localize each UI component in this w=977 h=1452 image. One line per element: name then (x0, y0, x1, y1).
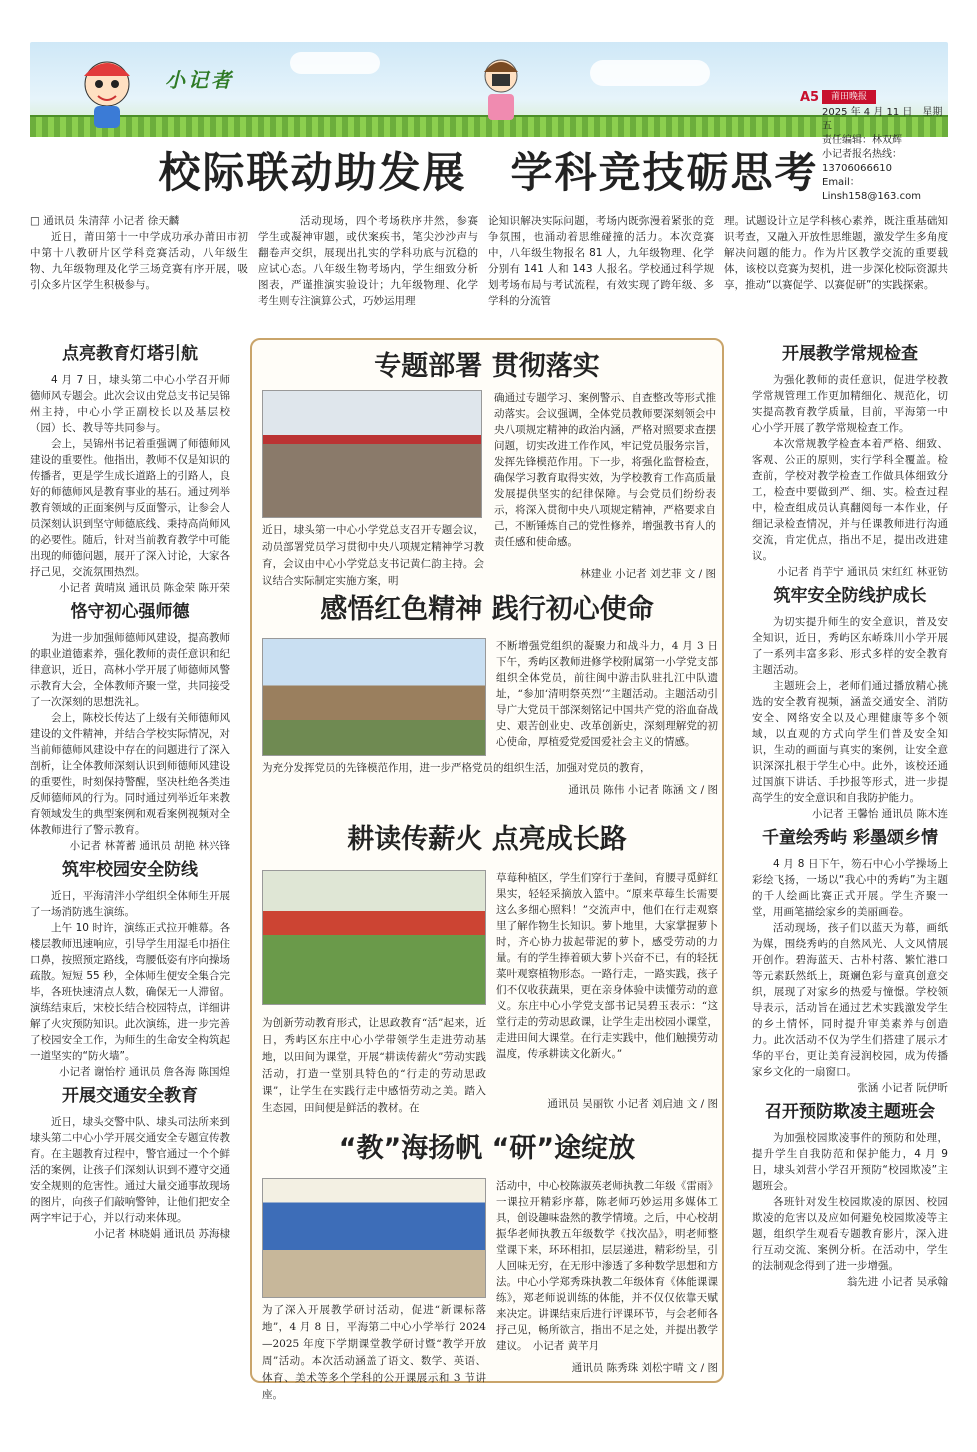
right-article-1 (752, 342, 948, 580)
right-article-2 (752, 584, 948, 822)
left-article-1 (30, 342, 230, 596)
article-title: 筑牢校园安全防线 (62, 860, 198, 880)
top-text-3: 论知识解决实际问题，考场内既弥漫着紧张的竞争氛围，也涌动着思维碰撞的活力。本次竞赛中，八年级生物报名 81 人，九年级物理、化学分别有 141 人和 143 人报名。学校通过科学规划考场布局与考试流程，有效实现了跨年级、多学科的分流管 (488, 215, 714, 307)
feature-title-3: 耕读传薪火 点亮成长路 (347, 824, 627, 855)
caption: 为充分发挥党员的先锋模范作用，进一步严格党员的组织生活，加强对党员的教育， (262, 762, 651, 774)
article-paragraph: 活动现场，孩子们以蓝天为幕，画纸为媒，围绕秀屿的自然风光、人文风情展开创作。碧海蓝天、古朴村落、繁忙港口等元素跃然纸上，斑斓色彩与童真创意交织，展现了对家乡的热爱与憧憬。学校领导表示，活动旨在通过艺术实践激发学生的乡土情怀，同时提升审美素养与创造力。此次活动不仅为学生们搭建了展示才华的平台，更让美育浸润校园，成为传播家乡文化的一扇窗口。 (752, 922, 948, 1078)
article-title: 召开预防欺凌主题班会 (765, 1102, 935, 1122)
feature-text: 确通过专题学习、案例警示、自查整改等形式推动落实。会议强调，全体党员教师要深刻领会中央八项规定精神的政治内涵，严格对照要求查摆问题，切实改进工作作风，牢记党员服务宗旨，发挥先锋模范作用。下一步，将强化监督检查，确保学习教育取得实效，为学校教育工作高质量发展提供坚实的纪律保障。与会党员们纷纷表示，将深入贯彻中央八项规定精神，严格要求自己，不断锤炼自己的党性修养，增强教书育人的责任感和使命感。 (494, 392, 716, 548)
article-paragraph: 本次常规教学检查本着严格、细致、客观、公正的原则，实行学科全覆盖。检查前，学校对教学检查工作做具体细致分工，检查中要做到严、细、实。检查过程中，检查组成员认真翻阅每一本作业，仔细记录检查情况，并与任课教师进行沟通交流，肯定优点，指出不足，提出改进建议。 (752, 438, 948, 562)
article-paragraph: 4 月 7 日，埭头第二中心小学召开师德师风专题会。此次会议由党总支书记吴锦州主持，中心小学正副校长以及基层校（园）长、教导等共同参与。 (30, 374, 230, 434)
page-number: A5 (800, 90, 820, 105)
article-paragraph: 为切实提升师生的安全意识，普及安全知识，近日，秀屿区东峤珠川小学开展了一系列丰富多彩、形式多样的安全教育主题活动。 (752, 616, 948, 676)
article-title: 筑牢安全防线护成长 (773, 586, 927, 606)
feature-credit: 通讯员 陈伟 小记者 陈涵 文 / 图 (568, 784, 718, 796)
top-text-2: 活动现场，四个考场秩序井然，参赛学生或凝神审题，或伏案疾书，笔尖沙沙声与翻卷声交织，展现出扎实的学科功底与沉稳的应试心态。八年级生物考场内，学生细致分析图表，严谨推演实验设计；九年级物理、化学考生则专注演算公式，巧妙运用理 (258, 215, 478, 307)
caption: 为创新劳动教育形式，让思政教育“活”起来，近日，秀屿区东庄中心小学带领学生走进劳动基地，以田间为课堂，开展“耕读传薪火”劳动实践活动，打造一堂别具特色的“行走的劳动思政课”，让学生在实践行走中感悟劳动之美。踏入生态园，田间便是鲜活的教材。在 (262, 1017, 486, 1114)
top-text-1: 近日，莆田第十一中学成功承办莆田市初中第十八教研片区学科竞赛活动，八年级生物、九年级物理及化学三场竞赛有序开展，吸引众多片区学生积极参与。 (30, 231, 248, 291)
article-paragraph: 4 月 8 日下午，笏石中心小学操场上彩绘飞扬，一场以“我心中的秀屿”为主题的千人绘画比赛正式开展。学生齐聚一堂，用画笔描绘家乡的美丽画卷。 (752, 858, 948, 918)
article-paragraph: 为进一步加强师德师风建设，提高教师的职业道德素养，强化教师的责任意识和纪律意识，近日，高林小学开展了师德师风警示教育大会，全体教师齐聚一堂，共同接受了一次深刻的思想洗礼。 (30, 632, 230, 708)
feature-title-1: 专题部署 贯彻落实 (374, 351, 600, 382)
article-credit: 小记者 谢怡柠 通讯员 詹各海 陈国煌 (59, 1066, 230, 1078)
section-title: 小记者 (165, 68, 234, 92)
article-paragraph: 主题班会上，老师们通过播放精心挑选的安全教育视频，涵盖交通安全、消防安全、网络安全以及心理健康等多个领域，以直观的方式向学生们普及安全知识，生动的画面与真实的案例，让安全意识深深扎根于学生心中。此外，该校还通过国旗下讲话、手抄报等形式，进一步提高学生的安全意识和自我防护能力。 (752, 680, 948, 804)
article-title: 恪守初心强师德 (70, 602, 190, 622)
caption: 为了深入开展教学研讨活动，促进“新课标落地”，4 月 8 日，平海第二中心小学举行 2024—2025 年度下学期课堂教学研讨暨“教学开放周”活动。本次活动涵盖了语文、数学、英语、体育、美术等多个学科的公开课展示和 3 节讲座。 (262, 1304, 486, 1401)
issue-date: 2025 年 4 月 11 日 星期五 (822, 107, 943, 132)
article-title: 点亮教育灯塔引航 (62, 344, 198, 364)
article-title: 千童绘秀屿 彩墨颂乡情 (762, 828, 938, 848)
girl-with-camera-icon (470, 50, 532, 130)
red-memorial-photo (262, 638, 486, 756)
farm-photo (262, 870, 486, 1005)
article-paragraph: 近日，平海清泮小学组织全体师生开展了一场消防逃生演练。 (30, 890, 230, 918)
article-paragraph: 上午 10 时许，演练正式拉开帷幕。各楼层教师迅速响应，引导学生用湿毛巾捂住口鼻，按照预定路线，弯腰低姿有序向操场疏散。短短 55 秒，全体师生便安全集合完毕，各班快速清点人数，确保无一人滞留。演练结束后，宋校长结合校园特点，详细讲解了火灾预防知识。此次演练，进一步完善了校园安全工作，为师生的生命安全构筑起一道坚实的“防火墙”。 (30, 922, 230, 1062)
byline: □ 通讯员 朱清萍 小记者 徐天麟 (30, 215, 180, 227)
article-credit: 翁先进 小记者 吴承翰 (846, 1276, 948, 1288)
feature-box (250, 338, 724, 1401)
feature-text: 活动中，中心校陈淑英老师执教二年级《雷雨》一课拉开精彩序幕，陈老师巧妙运用多媒体工具，创设趣味盎然的教学情境。之后，中心校胡振华老师执教五年级数学《找次品》，明老师整堂课下来，环环相扣，层层递进，精彩纷呈，引人回味无穷，在无形中渗透了多种数学思想和方法。中心小学郑秀珠执教二年级体育《体能课课练》，郑老师说训练的体能，并不仅仅依靠天赋来决定。讲课结束后进行评课环节，与会老师各抒己见，畅所欲言，指出不足之处，并提出教学建议。 小记者 黄芊月 (496, 1180, 718, 1352)
article-credit: 小记者 林晓娟 通讯员 苏海棣 (93, 1228, 230, 1240)
email: Email：Linsh158@163.com (822, 177, 921, 202)
article-paragraph: 各班针对发生校园欺凌的原因、校园欺凌的危害以及应如何避免校园欺凌等主题，组织学生观看专题教育影片，深入进行互动交流、案例分析。在活动中，学生的法制观念得到了进一步增强。 (752, 1196, 948, 1272)
right-column (752, 338, 948, 1398)
right-article-3 (752, 826, 948, 1096)
feature-credit: 通讯员 陈秀珠 刘松宇晴 文 / 图 (571, 1362, 718, 1374)
feature-title-4: “教”海扬帆 “研”途绽放 (338, 1133, 636, 1164)
article-paragraph: 为强化教师的责任意识，促进学校教学常规管理工作更加精细化、规范化，切实提高教育教学质量，目前，平海第一中心小学开展了教学常规检查工作。 (752, 374, 948, 434)
left-column (30, 338, 230, 1398)
article-credit: 小记者 王馨怡 通讯员 陈木连 (811, 808, 948, 820)
top-col-3 (488, 213, 714, 309)
top-col-2 (258, 213, 478, 309)
article-paragraph: 会上，吴锦州书记着重强调了师德师风建设的重要性。他指出，教师不仅是知识的传播者，更是学生成长道路上的引路人，良好的师德师风是教育事业的基石。通过列举教育领域的正面案例与反面警示，让参会人员深刻认识到坚守师德底线、秉持高尚师风的必要性。随后，针对当前教育教学中可能出现的师德问题，展开了深入讨论，大家各抒己见，交流氛围热烈。 (30, 438, 230, 578)
hotline: 小记者报名热线：13706066610 (822, 149, 902, 174)
top-col-1 (30, 213, 248, 293)
article-paragraph: 为加强校园欺凌事件的预防和处理，提升学生自我防范和保护能力，4 月 9 日，埭头刘营小学召开预防“校园欺凌”主题班会。 (752, 1132, 948, 1192)
feature-credit: 林建业 小记者 刘艺菲 文 / 图 (580, 568, 716, 580)
top-col-4 (724, 213, 948, 293)
editor: 责任编辑：林双辉 (822, 135, 902, 146)
feature-text: 草莓种植区，学生们穿行于垄间，育腰寻觅鲜红果实，轻轻采摘放入篮中。“原来草莓生长需要这么多细心照料！”交流声中，他们在行走观察里了解作物生长知识。萝卜地里，大家掌握萝卜时，齐心协力拔起带泥的萝卜，感受劳动的力量。有的学生捧着硕大萝卜兴奋不已，有的轻抚菜叶观察植物形态。一路行走，一路实践，孩子们不仅收获蔬果，更在亲身体验中读懂劳动的意义。东庄中心小学党支部书记吴碧玉表示：“这堂行走的劳动思政课，让学生走出校园小课堂，走进田间大课堂。在行走实践中，他们触摸劳动温度，传承耕读文化新火。” (496, 872, 718, 1060)
classroom-photo (262, 1178, 486, 1298)
newspaper-logo: 莆田晚报 (822, 90, 876, 104)
feature-credit: 通讯员 吴丽钦 小记者 刘启迪 文 / 图 (547, 1098, 718, 1110)
left-article-3 (30, 858, 230, 1080)
article-credit: 小记者 肖芋宁 通讯员 宋红红 林亚钫 (777, 566, 948, 578)
reporter-mascot-icon (72, 52, 142, 132)
article-title: 开展教学常规检查 (782, 344, 918, 364)
article-paragraph: 会上，陈校长传达了上级有关师德师风建设的文件精神，并结合学校实际情况，对当前师德师风建设中存在的问题进行了深入剖析，让全体教师深刻认识到师德师风建设的重要性，时刻保持警醒，坚决杜绝各类违反师德师风的行为。同时通过列举近年来教育领域发生的典型案例和观看案例视频对全体教师进行了警示教育。 (30, 712, 230, 836)
article-credit: 小记者 黄晴岚 通讯员 陈金荣 陈开荣 (59, 582, 230, 594)
article-credit: 张涵 小记者 阮伊昕 (857, 1082, 948, 1094)
top-text-4: 理。试题设计立足学科核心素养，既注重基础知识考查，又融入开放性思维题，激发学生多角度解决问题的能力。作为片区教学交流的重要载体，该校以竞赛为契机，进一步深化校际资源共享，推动“以赛促学、以赛促研”的实践探索。 (724, 215, 948, 291)
article-paragraph: 近日，埭头交警中队、埭头司法所来到埭头第二中心小学开展交通安全专题宣传教育。在主题教育过程中，警官通过一个个鲜活的案例，让孩子们深刻认识到不遵守交通安全规则的危害性。通过大量交通事故现场的图片，向孩子们敲响警钟，让他们把安全两字牢记于心，并以行动来体现。 (30, 1116, 230, 1224)
article-credit: 小记者 林菁蓄 通讯员 胡艳 林兴锋 (69, 840, 230, 852)
left-article-4 (30, 1084, 230, 1242)
meeting-photo (262, 390, 482, 518)
article-title: 开展交通安全教育 (62, 1086, 198, 1106)
right-article-4 (752, 1100, 948, 1290)
feature-title-2: 感悟红色精神 践行初心使命 (320, 594, 654, 625)
main-headline: 校际联动助发展 学科竞技砺思考 (158, 148, 819, 197)
left-article-2 (30, 600, 230, 854)
feature-text: 不断增强党组织的凝聚力和战斗力，4 月 3 日下午，秀屿区教师进修学校附属第一小学党支部组织全体党员，前往闽中游击队驻扎江中队遗址，“参加‘清明祭英烈’”主题活动。主题活动引导广大党员干部深刻铭记中国共产党的浴血奋战史、艰苦创业史、改革创新史，深刻理解党的初心使命，厚植爱党爱国爱社会主义的情感。 (496, 640, 718, 748)
caption: 近日，埭头第一中心小学党总支召开专题会议，动员部署党员学习贯彻中央八项规定精神学习教育，会议由中心小学党总支书记黄仁韵主持。会议结合实际制定实施方案，明 (262, 524, 484, 587)
